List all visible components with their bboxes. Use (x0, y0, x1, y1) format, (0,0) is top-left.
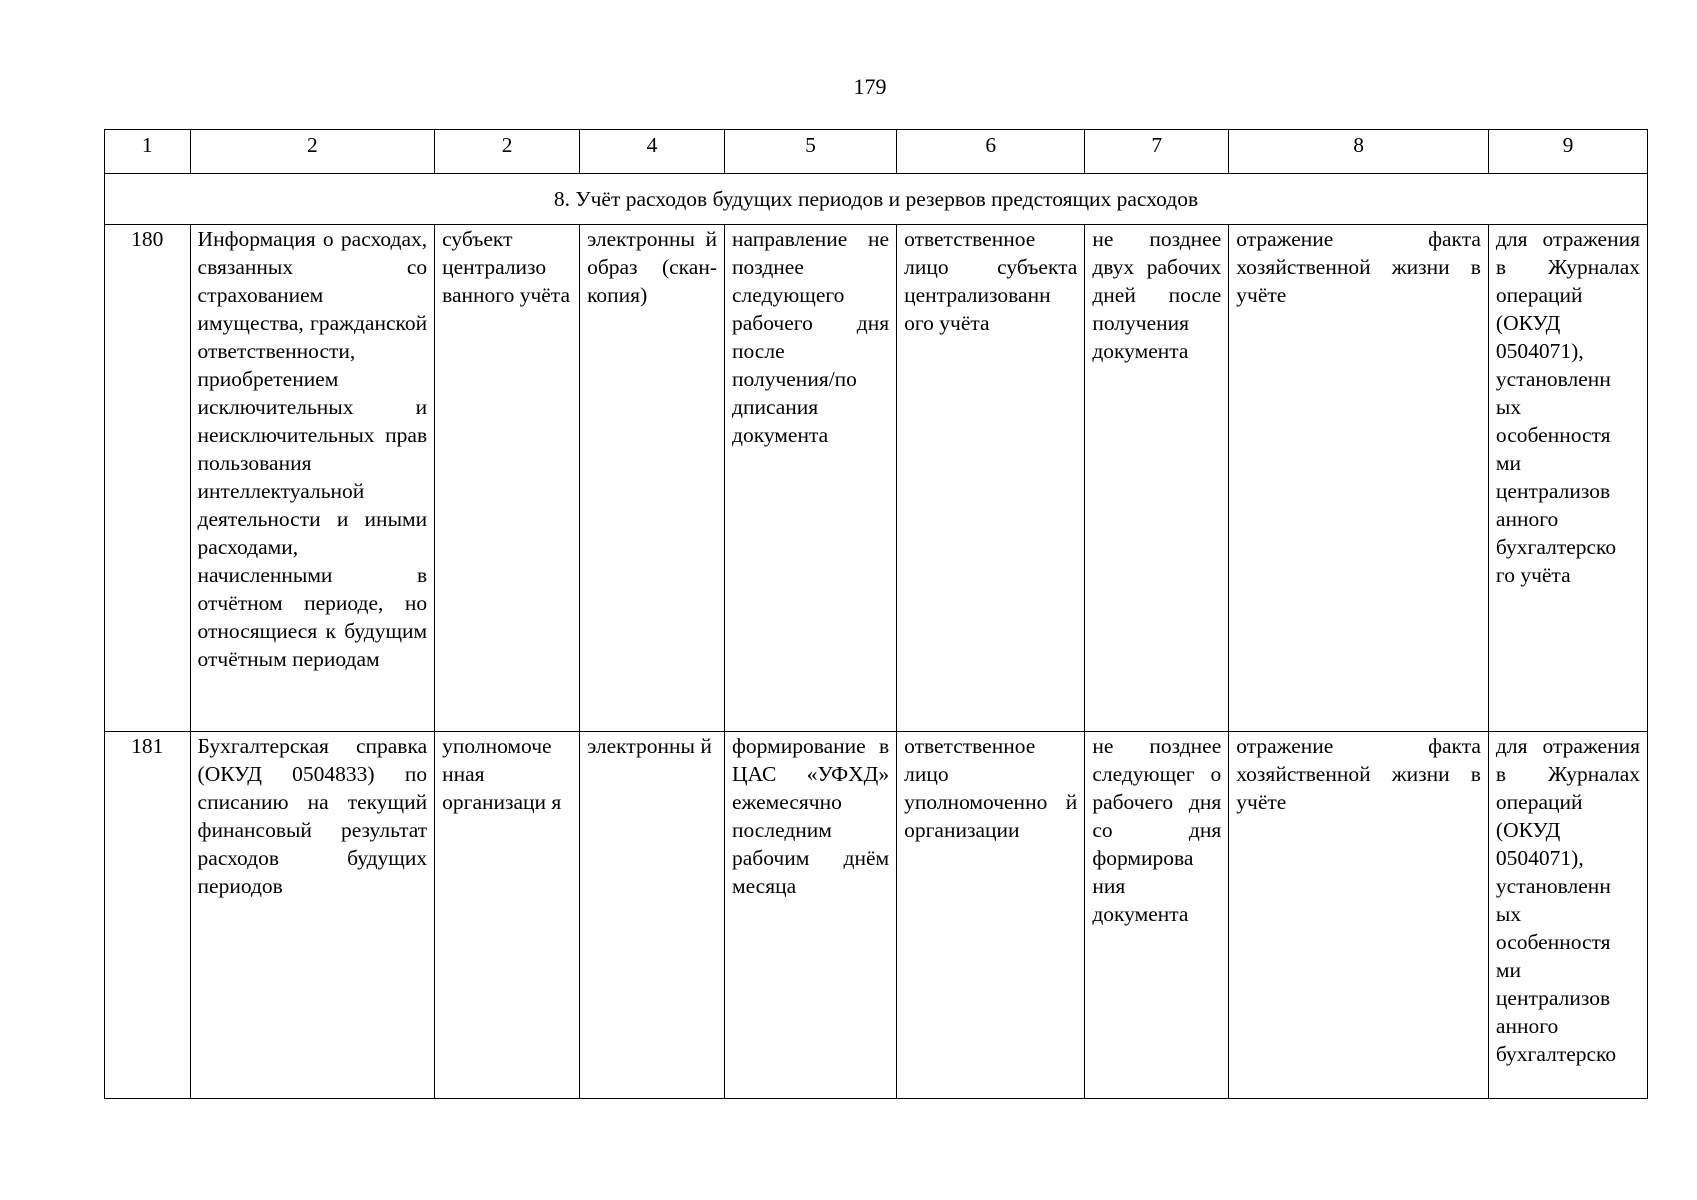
column-number-row (105, 130, 1648, 174)
document-form-cell: электронны й (580, 732, 725, 1099)
column-number: 7 (1085, 130, 1229, 174)
page-number: 179 (853, 74, 887, 99)
row-number: 181 (105, 732, 191, 1099)
responsible-person-cell: ответственное лицо уполномоченно й организации (897, 732, 1085, 1099)
processing-deadline-cell: не позднее следующег о рабочего дня со дня формирова ния документа (1085, 732, 1229, 1099)
responsible-person-cell: ответственное лицо субъекта централизованн ого учёта (897, 225, 1085, 732)
journal-cell: для отражения в Журналах операций (ОКУД 0504071), установленн ых особенностя ми централизов анного бухгалтерско (1488, 732, 1647, 1099)
purpose-cell: отражение факта хозяйственной жизни в учёте (1229, 225, 1489, 732)
document-name-cell: Бухгалтерская справка (ОКУД 0504833) по списанию на текущий финансовый результат расходов будущих периодов (190, 732, 435, 1099)
document-creator-cell: уполномоче нная организаци я (435, 732, 580, 1099)
document-form-cell: электронны й образ (скан-копия) (580, 225, 725, 732)
section-row (105, 174, 1648, 225)
column-number: 1 (105, 130, 191, 174)
column-number: 5 (725, 130, 897, 174)
journal-cell: для отражения в Журналах операций (ОКУД 0504071), установленн ых особенностя ми централизов анного бухгалтерско го учёта (1488, 225, 1647, 732)
document-creator-cell: субъект централизо ванного учёта (435, 225, 580, 732)
row-number: 180 (105, 225, 191, 732)
column-number: 9 (1488, 130, 1647, 174)
column-number: 2 (435, 130, 580, 174)
submission-terms-cell: направление не позднее следующего рабочего дня после получения/по дписания документа (725, 225, 897, 732)
processing-deadline-cell: не позднее двух рабочих дней после получения документа (1085, 225, 1229, 732)
submission-terms-cell: формирование в ЦАС «УФХД» ежемесячно последним рабочим днём месяца (725, 732, 897, 1099)
column-number: 8 (1229, 130, 1489, 174)
section-title: 8. Учёт расходов будущих периодов и резервов предстоящих расходов (105, 174, 1648, 225)
table-row (105, 732, 1648, 1099)
column-number: 6 (897, 130, 1085, 174)
purpose-cell: отражение факта хозяйственной жизни в учёте (1229, 732, 1489, 1099)
column-number: 2 (190, 130, 435, 174)
document-table (104, 129, 1648, 1099)
table-row (105, 225, 1648, 732)
document-name-cell: Информация о расходах, связанных со страхованием имущества, гражданской ответственности, приобретением исключительных и неисключительных прав пользования интеллектуальной деятельности и иными расходами, начисленными в отчётном периоде, но относящиеся к будущим отчётным периодам (190, 225, 435, 732)
column-number: 4 (580, 130, 725, 174)
